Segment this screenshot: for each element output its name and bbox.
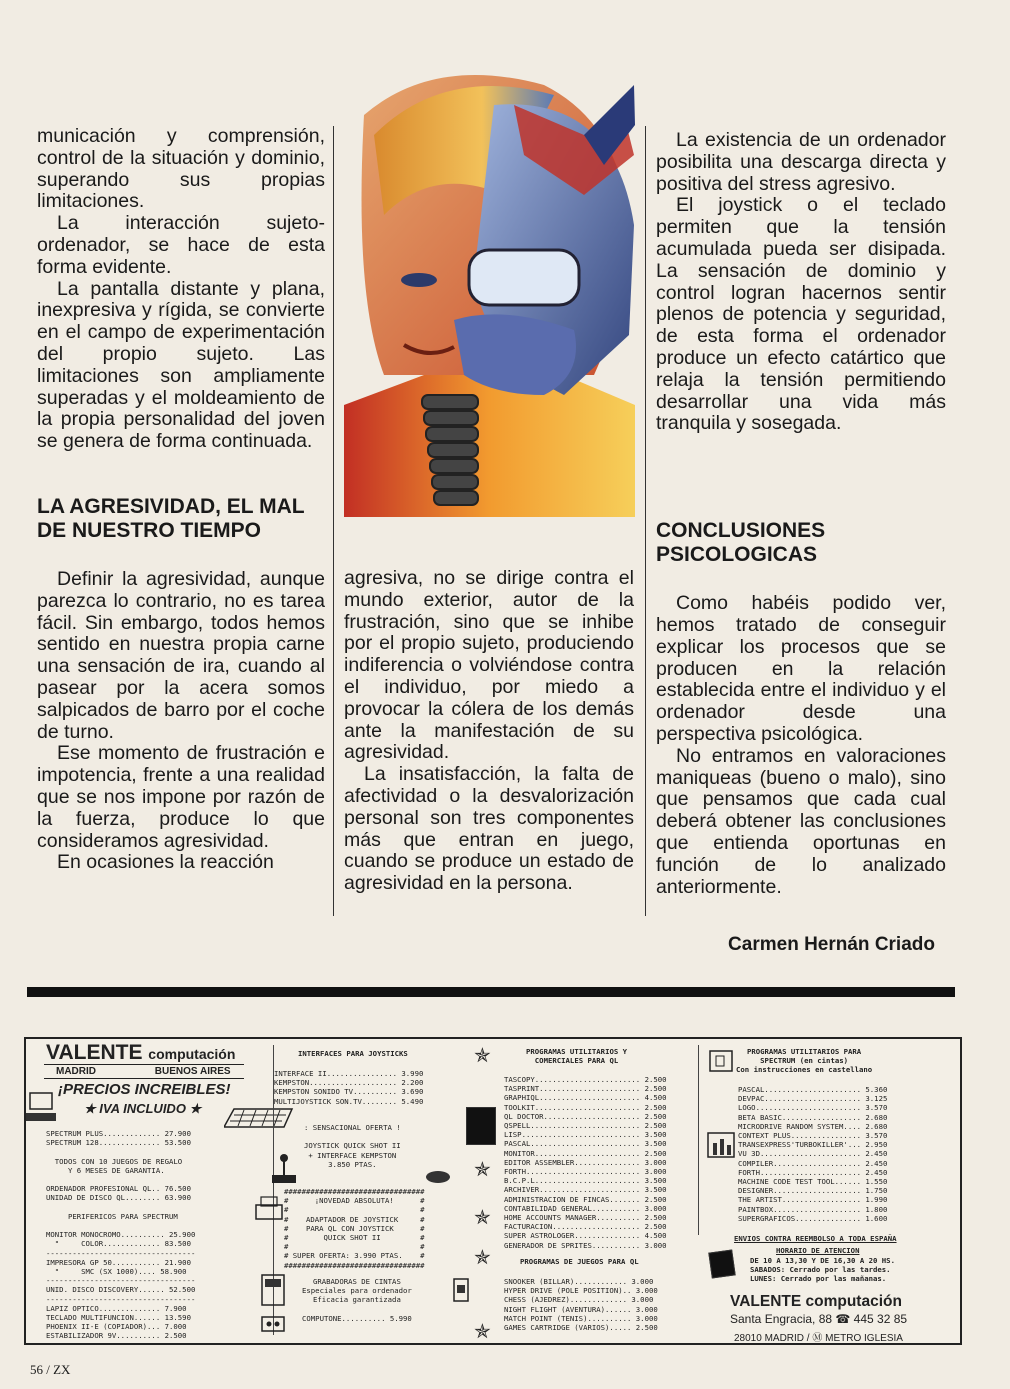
ad-address-line1: Santa Engracia, 88 ☎ 445 32 85 — [730, 1312, 908, 1326]
ad-line: PASCAL......................... 3.500 — [504, 1139, 667, 1149]
ad-line: GRAPHIQL....................... 4.500 — [504, 1093, 667, 1103]
paragraph: Como habéis podido ver, hemos tratado de conseguir explicar los procesos que se producen en la relación establecida entre el individuo y el ordenador desde una perspectiva psicológica. — [656, 592, 946, 745]
ad-price-list-1 — [46, 1129, 195, 1341]
paragraph: No entramos en valoraciones maniqueas (bueno o malo), sino que pensamos que cada cual deberá obtener las conclusiones que entienda oportunas en función de lo analizado anteriormente. — [656, 744, 946, 898]
ad-ql-utilities-list — [504, 1075, 667, 1250]
ad-joystick-list — [274, 1069, 423, 1106]
ad-recorders — [302, 1277, 412, 1323]
ad-line: # PARA QL CON JOYSTICK # — [284, 1223, 425, 1233]
diskette-icon — [708, 1249, 735, 1278]
article-author: Carmen Hernán Criado — [728, 934, 935, 955]
paragraph: La interacción sujeto-ordenador, se hace de esta forma evidente. — [37, 212, 325, 278]
ad-column-rule — [698, 1045, 699, 1235]
ad-line: TRANSEXPRESS'TURBOKILLER'... 2.950 — [738, 1140, 888, 1150]
ad-line: UNID. DISCO DISCOVERY...... 52.500 — [46, 1285, 196, 1295]
ad-line: PAINTBOX.................... 1.800 — [738, 1204, 888, 1214]
ad-line: JOYSTICK QUICK SHOT II — [304, 1141, 401, 1151]
ad-line: CONTEXT PLUS................ 3.570 — [738, 1131, 888, 1141]
star-icon: ✯ — [474, 1319, 491, 1343]
ad-line: PERIFERICOS PARA SPECTRUM — [46, 1211, 178, 1221]
ad-line: SPECTRUM 128.............. 53.500 — [46, 1138, 191, 1148]
ad-spectrum-utilities-title: PROGRAMAS UTILITARIOS PARA SPECTRUM (en cintas) Con instrucciones en castellano — [736, 1047, 873, 1075]
ad-line: SNOOKER (BILLAR)............ 3.000 — [504, 1277, 654, 1286]
ad-line: PASCAL...................... 5.360 — [738, 1085, 888, 1094]
ad-line: LUNES: Cerrado por las mañanas. — [750, 1274, 887, 1284]
star-icon: ✯ — [474, 1157, 491, 1181]
ad-line: MACHINE CODE TEST TOOL...... 1.550 — [738, 1177, 888, 1187]
ad-spectrum-utilities-list — [738, 1085, 887, 1223]
computer-icon — [26, 1091, 56, 1123]
section-heading-conclusions: CONCLUSIONES PSICOLOGICAS — [656, 519, 826, 567]
ad-line: 3.850 PTAS. — [328, 1159, 377, 1169]
ad-line: " COLOR............. 83.500 — [46, 1239, 191, 1249]
ad-line: TODOS CON 10 JUEGOS DE REGALO — [46, 1156, 183, 1166]
column-rule — [645, 126, 646, 916]
ad-line: THE ARTIST.................. 1.990 — [738, 1195, 888, 1205]
ad-line — [46, 1175, 195, 1184]
column-rule — [333, 126, 334, 916]
printer-icon — [254, 1195, 284, 1223]
ad-line: LISP........................... 3.500 — [504, 1130, 667, 1140]
ad-line: " SMC (SX 1000).... 58.900 — [46, 1267, 187, 1277]
ad-novelty-box — [284, 1187, 425, 1270]
ad-line: ORDENADOR PROFESIONAL QL.. 76.500 — [46, 1184, 191, 1194]
ad-line: ################################ — [284, 1260, 425, 1270]
star-icon: ✯ — [474, 1205, 491, 1229]
ad-line: EDITOR ASSEMBLER............... 3.000 — [504, 1157, 667, 1167]
ad-line: : SENSACIONAL OFERTA ! — [304, 1123, 401, 1132]
star-icon: ✯ — [474, 1245, 491, 1269]
ad-line: SABADOS: Cerrado por las tardes. — [750, 1265, 891, 1275]
ad-line: GRABADORAS DE CINTAS — [312, 1277, 401, 1286]
joystick-icon — [266, 1153, 302, 1185]
ad-line: Y 6 MESES DE GARANTIA. — [46, 1165, 165, 1175]
ad-line: ---------------------------------- — [46, 1276, 196, 1286]
ad-line: GAMES CARTRIDGE (VARIOS)..... 2.500 — [504, 1323, 658, 1333]
ad-line: Especiales para ordenador — [302, 1286, 412, 1296]
ad-line — [304, 1132, 401, 1141]
ad-line: HOME ACCOUNTS MANAGER.......... 2.500 — [504, 1213, 667, 1223]
ad-line: BETA BASIC.................. 2.680 — [738, 1112, 888, 1122]
ad-line: IMPRESORA GP 50........... 21.900 — [46, 1257, 191, 1267]
ad-line: DE 10 A 13,30 Y DE 16,30 A 20 HS. — [750, 1256, 895, 1265]
joystick-base-icon — [424, 1165, 452, 1185]
ad-ql-utilities-title: PROGRAMAS UTILITARIOS Y COMERCIALES PARA QL — [526, 1047, 628, 1066]
ad-line: GENERADOR DE SPRITES........... 3.000 — [504, 1240, 667, 1250]
ad-line: DESIGNER.................... 1.750 — [738, 1186, 888, 1196]
ad-line: # # — [284, 1205, 425, 1215]
ad-line: QL DOCTOR...................... 2.500 — [504, 1111, 667, 1121]
paragraph: agresiva, no se dirige contra el mundo exterior, autor de la frustración, sino que se inhibe por el propio sujeto, produciendo indiferencia o volviéndose contra el individuo, por miedo a provocar la cólera de los demás ante la manifestación de su agresividad. — [344, 567, 634, 764]
ad-line: # SUPER OFERTA: 3.990 PTAS. # — [284, 1251, 425, 1261]
keyboard-icon — [224, 1107, 294, 1129]
ad-line: Eficacia garantizada — [312, 1295, 401, 1305]
section-divider — [27, 987, 955, 997]
ad-line: MULTIJOYSTICK SON.TV........ 5.490 — [274, 1096, 424, 1106]
article-column-3 — [656, 130, 946, 898]
star-icon: ✯ — [474, 1043, 491, 1067]
ad-line: MATCH POINT (TENIS).......... 3.000 — [504, 1313, 658, 1323]
ad-line: ---------------------------------- — [46, 1248, 196, 1258]
ad-line — [302, 1305, 412, 1314]
ad-shipping: ENVIOS CONTRA REEMBOLSO A TODA ESPAÑA — [734, 1234, 897, 1243]
ad-line: CONTABILIDAD GENERAL........... 3.000 — [504, 1203, 667, 1213]
ad-address-line2: 28010 MADRID / Ⓜ METRO IGLESIA — [734, 1333, 903, 1344]
ad-line: MONITOR........................ 2.500 — [504, 1148, 667, 1158]
ad-line: SUPERGRAFICOS............... 1.600 — [738, 1213, 888, 1223]
section-heading-aggression: LA AGRESIVIDAD, EL MAL DE NUESTRO TIEMPO — [37, 494, 305, 542]
ad-line: KEMPSTON.................... 2.200 — [274, 1078, 424, 1088]
ad-line: ADMINISTRACION DE FINCAS....... 2.500 — [504, 1194, 667, 1204]
paragraph: Ese momento de frustración e impotencia, frente a una realidad que se nos impone por razón de la fuerza, produce lo que consideramos agresividad. — [37, 742, 325, 852]
paragraph: La pantalla distante y plana, inexpresiva y rígida, se convierte en el campo de experimentación del propio sujeto. Las limitaciones son ampliamente superadas y el moldeamiento de la propia personalidad del joven se genera de forma continuada. — [37, 277, 325, 453]
ad-line: FORTH....................... 2.450 — [738, 1167, 888, 1177]
ad-line: MONITOR MONOCROMO.......... 25.900 — [46, 1230, 196, 1240]
cassette-icon — [452, 1277, 470, 1305]
microdrive-icon — [466, 1107, 496, 1145]
ad-line: HYPER DRIVE (POLE POSITION).. 3.000 — [504, 1286, 658, 1296]
tape-box-icon — [708, 1049, 734, 1073]
ad-line: B.C.P.L........................ 3.500 — [504, 1176, 667, 1186]
ad-line: TOOLKIT........................ 2.500 — [504, 1102, 667, 1112]
ad-ql-games-list — [504, 1277, 658, 1332]
ad-line: # ¡NOVEDAD ABSOLUTA! # — [284, 1196, 425, 1206]
ad-line: LOGO........................ 3.570 — [738, 1103, 888, 1113]
ad-line: INTERFACE II................ 3.990 — [274, 1069, 424, 1078]
ad-line: FACTURACION.................... 2.500 — [504, 1222, 667, 1232]
ad-line: DEVPAC...................... 3.125 — [738, 1094, 888, 1104]
ad-line: COMPILER.................... 2.450 — [738, 1158, 888, 1168]
building-icon — [706, 1131, 736, 1159]
ad-line: # QUICK SHOT II # — [284, 1233, 425, 1243]
cassette-recorder-icon — [260, 1273, 286, 1343]
article-illustration — [344, 75, 635, 517]
ad-brand: VALENTE computación — [46, 1041, 236, 1064]
ad-line: ARCHIVER....................... 3.500 — [504, 1185, 667, 1195]
ad-line: ESTABILIZADOR 9V.......... 2.500 — [46, 1331, 187, 1341]
ad-line: LAPIZ OPTICO.............. 7.900 — [46, 1303, 187, 1313]
ad-line: CHESS (AJEDREZ)............. 3.000 — [504, 1295, 654, 1305]
paragraph: La existencia de un ordenador posibilita una descarga directa y positiva del stress agresivo. — [656, 129, 946, 195]
paragraph: municación y comprensión, control de la situación y dominio, superando sus propias limitaciones. — [37, 125, 325, 213]
ad-line: VU 3D....................... 2.450 — [738, 1149, 888, 1159]
ad-line: COMPUTONE.......... 5.990 — [302, 1313, 412, 1323]
ad-line: QSPELL......................... 2.500 — [504, 1121, 667, 1131]
ad-line: TECLADO MULTIFUNCION...... 13.590 — [46, 1313, 191, 1323]
ad-hours — [750, 1256, 895, 1284]
ad-joystick-offer — [304, 1123, 401, 1169]
ad-hours-title: HORARIO DE ATENCION — [776, 1246, 860, 1255]
ad-line: MICRODRIVE RANDOM SYSTEM.... 2.680 — [738, 1121, 888, 1131]
ad-line: PHOENIX II-E (COPIADOR)... 7.000 — [46, 1322, 187, 1332]
ad-iva: ★ IVA INCLUIDO ★ — [84, 1101, 202, 1116]
ad-line: ---------------------------------- — [46, 1294, 196, 1304]
ad-line: KEMPSTON SONIDO TV.......... 3.690 — [274, 1087, 424, 1097]
ad-line: UNIDAD DE DISCO QL........ 63.900 — [46, 1193, 191, 1203]
ad-cities: MADRID BUENOS AIRES — [44, 1064, 244, 1079]
paragraph: La insatisfacción, la falta de afectividad o la desvalorización personal son tres componentes más que entran en juego, cuando se produce un estado de agresividad en la persona. — [344, 763, 634, 895]
ad-line: NIGHT FLIGHT (AVENTURA)...... 3.000 — [504, 1304, 658, 1314]
article-column-2 — [344, 568, 634, 895]
ad-line: TASCOPY........................ 2.500 — [504, 1075, 667, 1084]
ad-line — [46, 1203, 195, 1212]
ad-line: FORTH.......................... 3.000 — [504, 1167, 667, 1177]
ad-line: SUPER ASTROLOGER............... 4.500 — [504, 1231, 667, 1241]
paragraph: El joystick o el teclado permiten que la tensión acumulada pueda ser disipada. La sensación de dominio y control logran hacernos sentir plenos de potencia y seguridad, de esta forma el ordenador produce un efecto catártico que relaja la tensión permitiendo desarrollar una vida más tranquila y sosegada. — [656, 194, 946, 435]
ad-line — [46, 1147, 195, 1156]
paragraph: En ocasiones la reacción — [57, 851, 274, 874]
ad-line: # ADAPTADOR DE JOYSTICK # — [284, 1214, 425, 1224]
ad-line: ################################ — [284, 1187, 425, 1196]
ad-slogan: ¡PRECIOS INCREIBLES! — [58, 1081, 231, 1098]
ad-joystick-title: INTERFACES PARA JOYSTICKS — [298, 1049, 408, 1058]
ad-footer-brand: VALENTE computación — [730, 1293, 902, 1310]
valente-advertisement — [24, 1037, 962, 1345]
ad-line: TASPRINT....................... 2.500 — [504, 1084, 667, 1094]
paragraph: Definir la agresividad, aunque parezca lo contrario, no es tarea fácil. Sin embargo, todos hemos sentido en nuestra propia carne una sensación de ira, cuando al pasear por la acera somos salpicados de barro por el coche de turno. — [37, 567, 325, 743]
article-column-1 — [37, 126, 325, 874]
ad-line: # # — [284, 1242, 425, 1252]
ad-line: SPECTRUM PLUS............. 27.900 — [46, 1129, 191, 1138]
ad-line — [46, 1221, 195, 1230]
ad-line: + INTERFACE KEMPSTON — [308, 1150, 397, 1160]
page-number: 56 / ZX — [30, 1362, 71, 1377]
ad-ql-games-title: PROGRAMAS DE JUEGOS PARA QL — [520, 1257, 639, 1266]
helmeted-face-illustration — [344, 75, 635, 517]
